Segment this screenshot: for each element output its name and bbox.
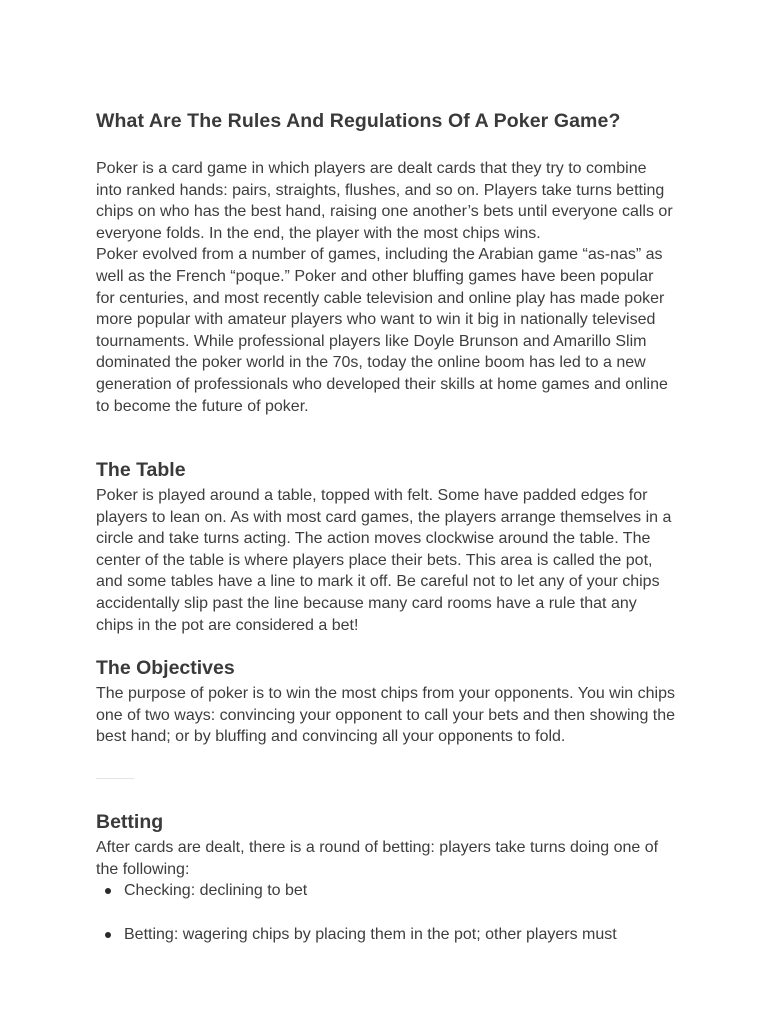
list-item-text: Betting: wagering chips by placing them in the pot; other players must (124, 925, 617, 943)
list-item-text: Checking: declining to bet (124, 882, 308, 900)
table-heading: The Table (96, 459, 186, 481)
table-section (96, 458, 676, 636)
bullet-icon (105, 888, 111, 894)
section-divider (96, 778, 134, 779)
objectives-paragraph: The purpose of poker is to win the most chips from your opponents. You win chips one of two ways: convincing your opponent to call your bets and then showing the best hand; or by bluffing and convincing all your opponents to fold. (96, 685, 676, 746)
list-item (96, 880, 676, 902)
objectives-heading: The Objectives (96, 657, 235, 679)
page-title: What Are The Rules And Regulations Of A Poker Game? (96, 110, 621, 132)
betting-paragraph: After cards are dealt, there is a round of betting: players take turns doing one of the following: (96, 839, 659, 878)
list-item (96, 924, 676, 946)
intro-section (96, 158, 676, 417)
bullet-icon (105, 932, 111, 938)
intro-paragraph-1: Poker is a card game in which players are dealt cards that they try to combine into ranked hands: pairs, straights, flushes, and so on. Players take turns betting chips on who has the best hand, raising one another’s bets until everyone calls or everyone folds. In the end, the player with the most chips wins. (96, 160, 673, 242)
intro-paragraph-2: Poker evolved from a number of games, including the Arabian game “as-nas” as well as the French “poque.” Poker and other bluffing games have been popular for centuries, and most recently cable television and online play has made poker more popular with amateur players who want to win it big in nationally televised tournaments. While professional players like Doyle Brunson and Amarillo Slim dominated the poker world in the 70s, today the online boom has led to a new generation of professionals who developed their skills at home games and online to become the future of poker. (96, 246, 668, 415)
betting-list (96, 880, 676, 945)
objectives-section (96, 656, 676, 748)
table-paragraph: Poker is played around a table, topped with felt. Some have padded edges for players to lean on. As with most card games, the players arrange themselves in a circle and take turns acting. The action moves clockwise around the table. The center of the table is where players place their bets. This area is called the pot, and some tables have a line to mark it off. Be careful not to let any of your chips accidentally slip past the line because many card rooms have a rule that any chips in the pot are considered a bet! (96, 487, 672, 634)
betting-section (96, 810, 676, 967)
betting-heading: Betting (96, 811, 164, 833)
